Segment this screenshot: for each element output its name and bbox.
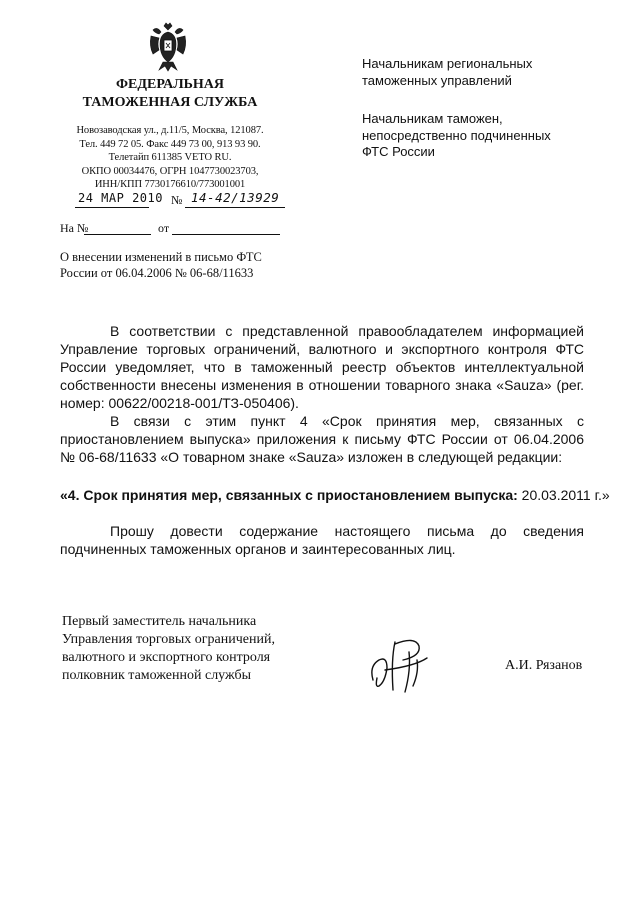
- subject-line: О внесении изменений в письмо ФТС: [60, 250, 262, 264]
- address-line: ОКПО 00034476, ОГРН 1047730023703,: [81, 165, 259, 177]
- organization-name-line2: ТАМОЖЕННАЯ СЛУЖБА: [82, 95, 258, 110]
- body-paragraph-1: В соответствии с представленной правообладателем информацией Управление торговых ограничений, валютного и экспортного контроля ФТС России уведомляет, что в таможенный реестр объектов интеллектуальной собственности внесены изменения в отношении товарного знака «Sauza» (рег. номер: 00622/00218-001/ТЗ-050406).: [60, 323, 584, 411]
- organization-name: [70, 76, 270, 112]
- addressee-line: непосредственно подчиненных: [362, 127, 551, 143]
- signatory-title-line: Управления торговых ограничений,: [62, 632, 275, 647]
- reference-number-blank: [84, 234, 151, 235]
- address-line: Новозаводская ул., д.11/5, Москва, 121087.: [76, 125, 264, 136]
- request-paragraph: Прошу довести содержание настоящего письма до сведения подчиненных таможенных органов и заинтересованных лиц.: [60, 523, 584, 557]
- document-number: 14-42/13929: [191, 190, 280, 205]
- coat-of-arms-icon: [147, 22, 189, 72]
- amended-clause: [60, 486, 610, 504]
- letter-body: [60, 322, 584, 466]
- address-line: Тел. 449 72 05. Факс 449 73 00, 913 93 90.: [79, 138, 261, 150]
- reference-date-label: от: [158, 221, 170, 235]
- reference-line: [60, 221, 290, 239]
- organization-name-line1: ФЕДЕРАЛЬНАЯ: [115, 77, 224, 92]
- reference-number-label: На №: [60, 221, 89, 235]
- signatory-title-line: валютного и экспортного контроля: [62, 650, 271, 665]
- addressee-regional: [362, 56, 602, 89]
- date-underline: [75, 207, 149, 208]
- document-date: 24 МАР 2010: [78, 191, 163, 205]
- request-block: [60, 522, 584, 558]
- addressee-line: таможенных управлений: [362, 72, 512, 88]
- address-block: [68, 124, 272, 192]
- addressee-line: Начальникам региональных: [362, 56, 533, 71]
- signatory-title-line: Первый заместитель начальника: [62, 614, 257, 629]
- date-number-line: [75, 191, 285, 211]
- number-sign: №: [171, 193, 183, 207]
- addressee-block: [362, 56, 602, 183]
- signatory-title: [62, 613, 312, 685]
- body-paragraph-2: В связи с этим пункт 4 «Срок принятия мер, связанных с приостановлением выпуска» приложения к письму ФТС России от 06.04.2006 № 06-68/11633 «О товарном знаке «Sauza» изложен в следующей редакции:: [60, 413, 584, 465]
- addressee-customs: [362, 111, 602, 161]
- address-line: Телетайп 611385 VETO RU.: [108, 152, 232, 163]
- signatory-name: А.И. Рязанов: [505, 658, 583, 673]
- addressee-line: ФТС России: [362, 144, 435, 159]
- subject-line: России от 06.04.2006 № 06-68/11633: [60, 266, 254, 280]
- amended-clause-bold: «4. Срок принятия мер, связанных с приостановлением выпуска:: [60, 487, 518, 503]
- reference-date-blank: [172, 234, 280, 235]
- signatory-title-line: полковник таможенной службы: [62, 668, 252, 683]
- letter-subject: [60, 249, 300, 281]
- address-line: ИНН/КПП 7730176610/773001001: [94, 179, 246, 190]
- number-underline: [185, 207, 285, 208]
- addressee-line: Начальникам таможен,: [362, 111, 503, 126]
- amended-clause-date: 20.03.2011 г.»: [517, 487, 610, 503]
- handwritten-signature-icon: [365, 630, 455, 700]
